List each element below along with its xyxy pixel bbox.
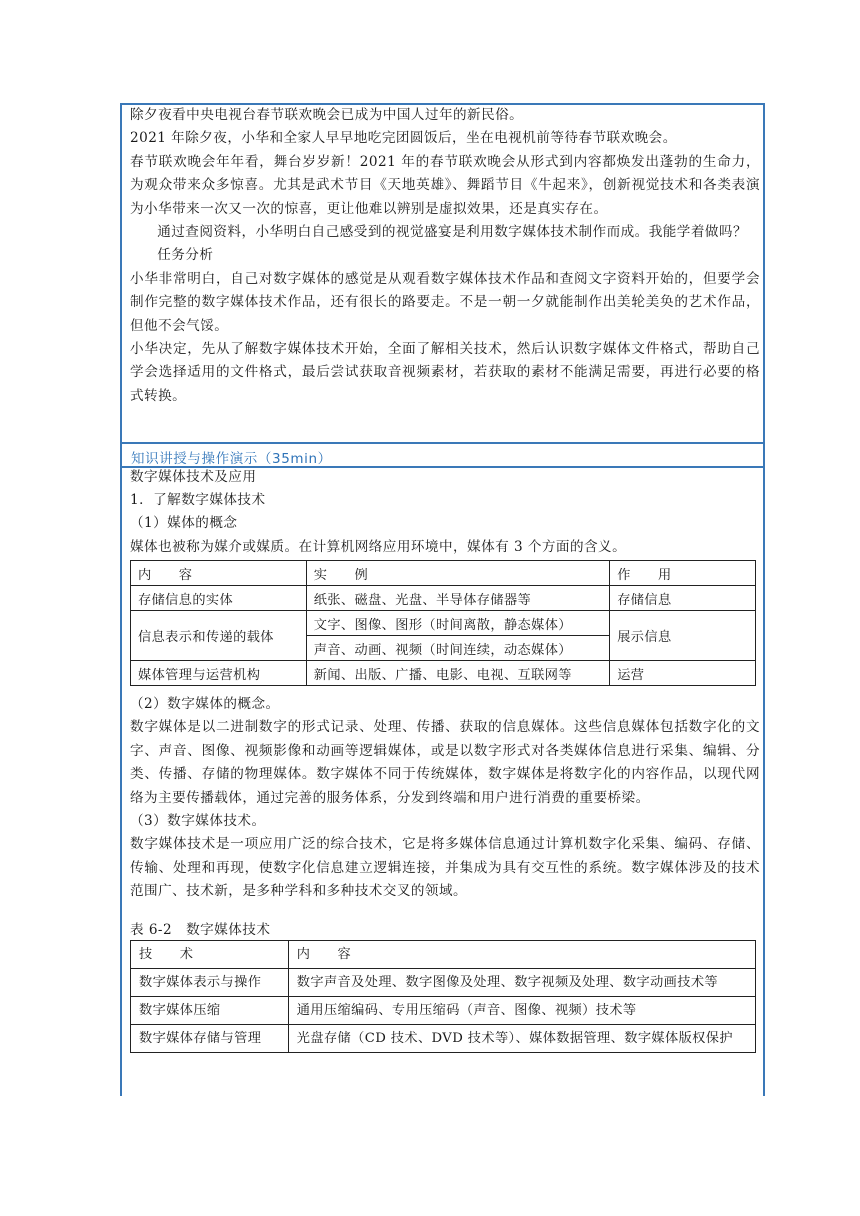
heading-1-1: （1）媒体的概念 — [130, 515, 238, 532]
table-cell: 新闻、出版、广播、电影、电视、互联网等 — [306, 661, 609, 686]
table-cell: 展示信息 — [610, 611, 756, 661]
table-header-cell: 内 容 — [288, 941, 755, 969]
table-row — [131, 661, 756, 686]
table-cell: 数字声音及处理、数字图像及处理、数字视频及处理、数字动画技术等 — [288, 969, 755, 997]
table-caption: 表 6-2 数字媒体技术 — [130, 922, 271, 938]
table-header-cell: 技 术 — [131, 941, 289, 969]
intro-paragraph: 通过查阅资料，小华明白自己感受到的视觉盛宴是利用数字媒体技术制作而成。我能学着做吗？ — [157, 224, 748, 241]
section-header: 知识讲授与操作演示（35min） — [131, 451, 332, 467]
table-row — [131, 997, 756, 1025]
table-cell: 文字、图像、图形（时间离散，静态媒体） — [306, 611, 609, 636]
table-row — [131, 1025, 756, 1053]
heading-1-3: （3）数字媒体技术。 — [130, 813, 266, 830]
tech-table — [130, 940, 756, 1053]
digital-media-paragraph: 数字媒体是以二进制数字的形式记录、处理、传播、获取的信息媒体。这些信息媒体包括数字化的文字、声音、图像、视频影像和动画等逻辑媒体，或是以数字形式对各类媒体信息进行采集、编辑、分类、传播、存储的物理媒体。数字媒体不同于传统媒体，数字媒体是将数字化的内容作品，以现代网络为主要传播载体，通过完善的服务体系，分发到终端和用户进行消费的重要桥梁。 — [130, 719, 760, 806]
table-row — [131, 611, 756, 636]
knowledge-title: 数字媒体技术及应用 — [130, 469, 257, 485]
task-analysis-heading: 任务分析 — [157, 247, 214, 264]
table-cell: 数字媒体压缩 — [131, 997, 289, 1025]
intro-paragraph: 小华决定，先从了解数字媒体技术开始，全面了解相关技术，然后认识数字媒体文件格式，帮助自己学会选择适用的文件格式，最后尝试获取音视频素材，若获取的素材不能满足需要，再进行必要的格式转换。 — [130, 341, 760, 404]
knowledge-section — [130, 466, 760, 559]
table-header-cell: 实 例 — [306, 561, 609, 586]
table-cell: 媒体管理与运营机构 — [131, 661, 307, 686]
table-header-row — [131, 561, 756, 586]
digital-media-paragraph: 数字媒体技术是一项应用广泛的综合技术，它是将多媒体信息通过计算机数字化采集、编码、存储、传输、处理和再现，使数字化信息建立逻辑连接，并集成为具有交互性的系统。数字媒体涉及的技术范围广、技术新，是多种学科和多种技术交叉的领域。 — [130, 836, 760, 900]
section-divider — [120, 442, 765, 444]
heading-1-2: （2）数字媒体的概念。 — [130, 696, 280, 712]
table-header-cell: 作 用 — [610, 561, 756, 586]
table-cell: 数字媒体存储与管理 — [131, 1025, 289, 1053]
media-table — [130, 560, 756, 686]
table-header-cell: 内 容 — [131, 561, 307, 586]
intro-paragraph: 除夕夜看中央电视台春节联欢晚会已成为中国人过年的新民俗。 — [130, 107, 524, 123]
table-cell: 信息表示和传递的载体 — [131, 611, 307, 661]
table-cell: 声音、动画、视频（时间连续，动态媒体） — [306, 636, 609, 661]
table-cell: 光盘存储（CD 技术、DVD 技术等）、媒体数据管理、数字媒体版权保护 — [288, 1025, 755, 1053]
table-cell: 通用压缩编码、专用压缩码（声音、图像、视频）技术等 — [288, 997, 755, 1025]
table-row — [131, 969, 756, 997]
heading-1: 1．了解数字媒体技术 — [130, 492, 266, 509]
digital-media-section — [130, 693, 760, 904]
intro-section — [130, 104, 760, 408]
table-cell: 数字媒体表示与操作 — [131, 969, 289, 997]
intro-paragraph: 小华非常明白，自己对数字媒体的感觉是从观看数字媒体技术作品和查阅文字资料开始的，但要学会制作完整的数字媒体技术作品，还有很长的路要走。不是一朝一夕就能制作出美轮美奂的艺术作品，但他不会气馁。 — [130, 270, 760, 334]
table-cell: 运营 — [610, 661, 756, 686]
intro-paragraph: 2021 年除夕夜，小华和全家人早早地吃完团圆饭后，坐在电视机前等待春节联欢晚会。 — [130, 130, 677, 147]
table-cell: 存储信息 — [610, 586, 756, 611]
table-cell: 纸张、磁盘、光盘、半导体存储器等 — [306, 586, 609, 611]
table-header-row — [131, 941, 756, 969]
table-row — [131, 586, 756, 611]
intro-paragraph: 春节联欢晚会年年看，舞台岁岁新！2021 年的春节联欢晚会从形式到内容都焕发出蓬勃的生命力，为观众带来众多惊喜。尤其是武术节目《天地英雄》、舞蹈节目《牛起来》，创新视觉技术和各类表演为小华带来一次又一次的惊喜，更让他难以辨别是虚拟效果，还是真实存在。 — [130, 153, 760, 217]
knowledge-paragraph: 媒体也被称为媒介或媒质。在计算机网络应用环境中，媒体有 3 个方面的含义。 — [130, 538, 627, 555]
table-cell: 存储信息的实体 — [131, 586, 307, 611]
